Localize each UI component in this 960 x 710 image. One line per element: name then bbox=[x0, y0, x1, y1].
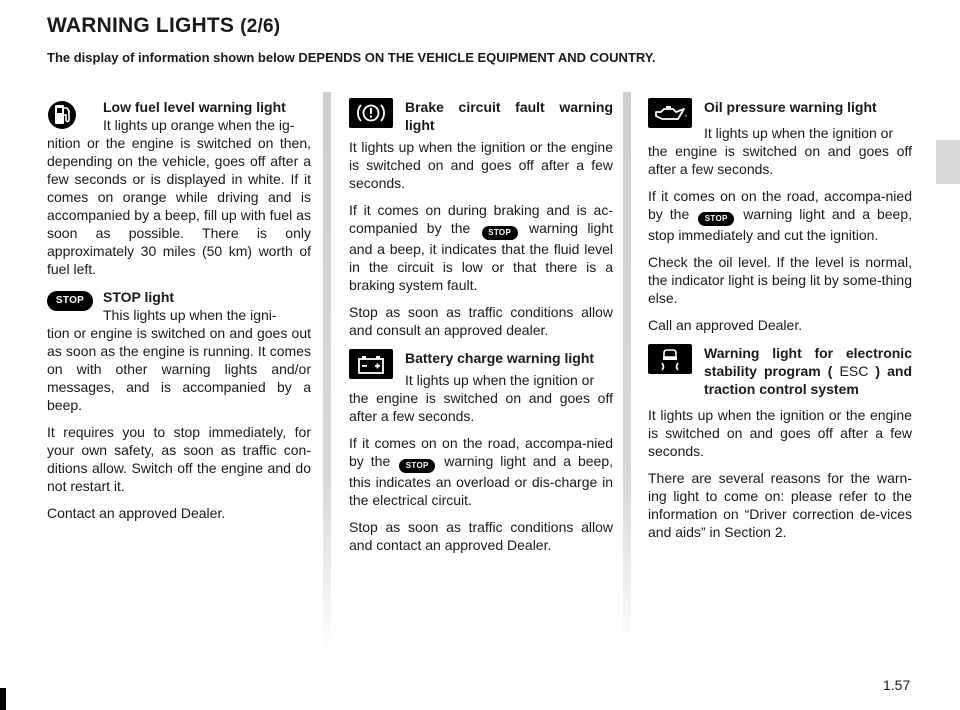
column-divider bbox=[623, 92, 631, 652]
stop-light-line1: This lights up when the igni- bbox=[103, 307, 277, 323]
oil-warning-section bbox=[648, 98, 912, 334]
column-right bbox=[648, 98, 912, 551]
fuel-warning-line1: It lights up orange when the ig- bbox=[103, 117, 295, 133]
fuel-pump-icon bbox=[47, 98, 77, 136]
esc-warning-section bbox=[648, 344, 912, 541]
brake-warning-text-2: If it comes on during braking and is ac-companied by the STOP warning light and a beep, it indicates that the fluid level in the circuit is low or that there is a braking system fault. bbox=[349, 202, 613, 293]
stop-icon: STOP bbox=[399, 459, 435, 473]
oil-warning-text-1: the engine is switched on and goes off after a few seconds. bbox=[648, 143, 912, 177]
stop-light-text-2: It requires you to stop immediately, for your own safety, as soon as traffic con-ditions allow. Switch off the engine and do not restart it. bbox=[47, 424, 311, 494]
oil-warning-heading: Oil pressure warning light bbox=[704, 99, 877, 115]
battery-warning-line1: It lights up when the ignition or bbox=[405, 372, 595, 388]
battery-warning-text-3: Stop as soon as traffic conditions allow and contact an approved Dealer. bbox=[349, 519, 613, 553]
stop-icon: STOP bbox=[698, 212, 734, 226]
battery-warning-text-2: If it comes on on the road, accompa-nied by the STOP warning light and a beep, this indicates an overload or dis-charge in the electrical circuit. bbox=[349, 435, 614, 508]
battery-warning-text-1: the engine is switched on and goes off after a few seconds. bbox=[349, 390, 613, 424]
stop-light-text-3: Contact an approved Dealer. bbox=[47, 505, 226, 521]
oil-can-icon bbox=[648, 98, 692, 128]
stop-icon: STOP bbox=[482, 226, 518, 240]
page-title: WARNING LIGHTS (2/6) bbox=[47, 14, 281, 37]
esc-warning-text-1: It lights up when the ignition or the engine is switched on and goes off after a few seconds. bbox=[648, 407, 912, 459]
column-left bbox=[47, 98, 311, 532]
fuel-warning-heading: Low fuel level warning light bbox=[103, 99, 286, 115]
page-subtitle: The display of information shown below DEPENDS ON THE VEHICLE EQUIPMENT AND COUNTRY. bbox=[47, 50, 656, 65]
fuel-warning-text: nition or the engine is switched on then, depending on the vehicle, goes off after a few seconds or is displayed in white. If it comes on orange while driving and is accompanied by a beep, fill up with fuel as soon as possible. There is only approximately 30 miles (50 km) worth of fuel left. bbox=[47, 135, 311, 277]
brake-warning-heading: Brake circuit fault warning light bbox=[405, 99, 613, 133]
stop-light-section bbox=[47, 288, 311, 522]
section-tab bbox=[936, 140, 960, 184]
corner-marker bbox=[0, 688, 6, 710]
stop-light-text: tion or engine is switched on and goes out as soon as the engine is running. It comes on with other warning lights and/or messages, and is accompanied by a beep. bbox=[47, 325, 311, 413]
oil-warning-text-3: Check the oil level. If the level is normal, the indicator light is being lit by some-thing else. bbox=[648, 254, 912, 306]
page-number: 1.57 bbox=[883, 677, 911, 693]
brake-icon bbox=[349, 98, 393, 128]
esc-label: ESC bbox=[839, 363, 869, 379]
battery-warning-heading: Battery charge warning light bbox=[405, 350, 595, 366]
brake-warning-text-3: Stop as soon as traffic conditions allow and consult an approved dealer. bbox=[349, 304, 613, 338]
fuel-warning-section bbox=[47, 98, 311, 278]
column-divider bbox=[323, 92, 331, 652]
column-middle bbox=[349, 98, 613, 564]
page-part: (2/6) bbox=[240, 16, 281, 37]
battery-icon bbox=[349, 349, 393, 379]
stop-icon: STOP bbox=[47, 291, 93, 311]
brake-warning-section bbox=[349, 98, 613, 339]
skidding-car-icon bbox=[648, 344, 692, 374]
brake-warning-text-1: It lights up when the ignition or the engine is switched on and goes off after a few seconds. bbox=[349, 139, 613, 191]
oil-warning-line1: It lights up when the ignition or bbox=[704, 125, 894, 141]
oil-warning-text-4: Call an approved Dealer. bbox=[648, 317, 803, 333]
esc-warning-heading: Warning light for electronic stability program ( ESC ) and traction control system bbox=[704, 345, 912, 397]
stop-light-heading: STOP light bbox=[103, 289, 175, 305]
esc-warning-text-2: There are several reasons for the warn-ing light to come on: please refer to the information on “Driver correction de-vices and aids” in Section 2. bbox=[648, 470, 912, 540]
oil-warning-text-2: If it comes on on the road, accompa-nied by the STOP warning light and a beep, stop immediately and cut the ignition. bbox=[648, 188, 913, 243]
battery-warning-section bbox=[349, 349, 613, 554]
